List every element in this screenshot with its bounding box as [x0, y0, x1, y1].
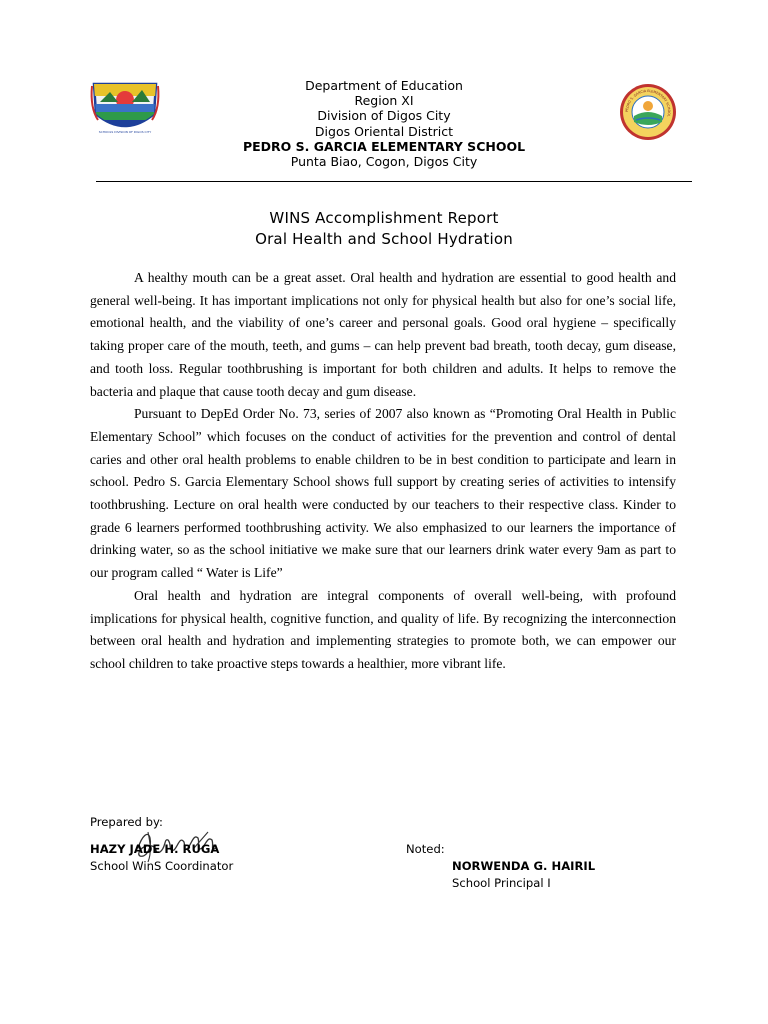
division-seal-icon: [88, 78, 162, 136]
school-name: PEDRO S. GARCIA ELEMENTARY SCHOOL: [242, 138, 526, 154]
letterhead: [184, 78, 584, 169]
school-seal-icon: [618, 82, 678, 142]
left-seal-text: SCHOOLS DIVISION OF DIGOS CITY: [98, 130, 152, 134]
prepared-by-name: HAZY JADE H. RUGA: [90, 842, 220, 856]
noted-by-name: NORWENDA G. HAIRIL: [452, 859, 596, 873]
noted-by-role: School Principal I: [452, 876, 551, 890]
header-divider: [96, 181, 692, 182]
paragraph-1: A healthy mouth can be a great asset. Oral health and hydration are essential to good health and general well-being. It has important implications not only for physical health but also for one’s social life, emotional health, and the viability of one’s career and personal goals. Good oral hygiene – specifically taking proper care of the mouth, teeth, and gums – can help prevent bad breath, tooth decay, gum disease, and tooth loss. Regular toothbrushing is important for both children and adults. It helps to remove the bacteria and plaque that cause tooth decay and gum disease.: [90, 270, 676, 399]
report-body: [90, 267, 676, 676]
region-name: Region XI: [354, 93, 414, 109]
prepared-by-role: School WinS Coordinator: [90, 859, 234, 873]
prepared-by-label: Prepared by:: [90, 815, 163, 829]
department-name: Department of Education: [305, 78, 463, 93]
paragraph-3: Oral health and hydration are integral components of overall well-being, with profound implications for physical health, cognitive function, and quality of life. By recognizing the interconnection between oral health and hydration and implementing strategies to promote both, we can empower our school children to take proactive steps towards a healthier, more vibrant life.: [90, 587, 676, 671]
noted-label: Noted:: [406, 842, 445, 856]
paragraph-2: Pursuant to DepEd Order No. 73, series of 2007 also known as “Promoting Oral Health in Public Elementary School” which focuses on the conduct of activities for the prevention and control of dental caries and other oral health problems to enable children to be in best condition to participate and learn in school. Pedro S. Garcia Elementary School shows full support by creating series of activities to intensify toothbrushing. Lecture on oral health were conducted by our teachers to their respective class. Kinder to grade 6 learners performed toothbrushing activity. We also emphasized to our learners the importance of drinking water, so as the school initiative we make sure that our learners drink water every 9am as part to our program called “ Water is Life”: [90, 406, 676, 581]
report-title-line-1: WINS Accomplishment Report: [269, 209, 499, 227]
right-seal-text: PEDRO S. GARCIA ELEMENTARY SCHOOL: [624, 88, 672, 118]
report-title: [84, 208, 684, 250]
school-address: Punta Biao, Cogon, Digos City: [290, 154, 478, 170]
district-name: Digos Oriental District: [314, 123, 454, 139]
report-title-line-2: Oral Health and School Hydration: [255, 230, 513, 248]
division-name: Division of Digos City: [317, 108, 451, 124]
